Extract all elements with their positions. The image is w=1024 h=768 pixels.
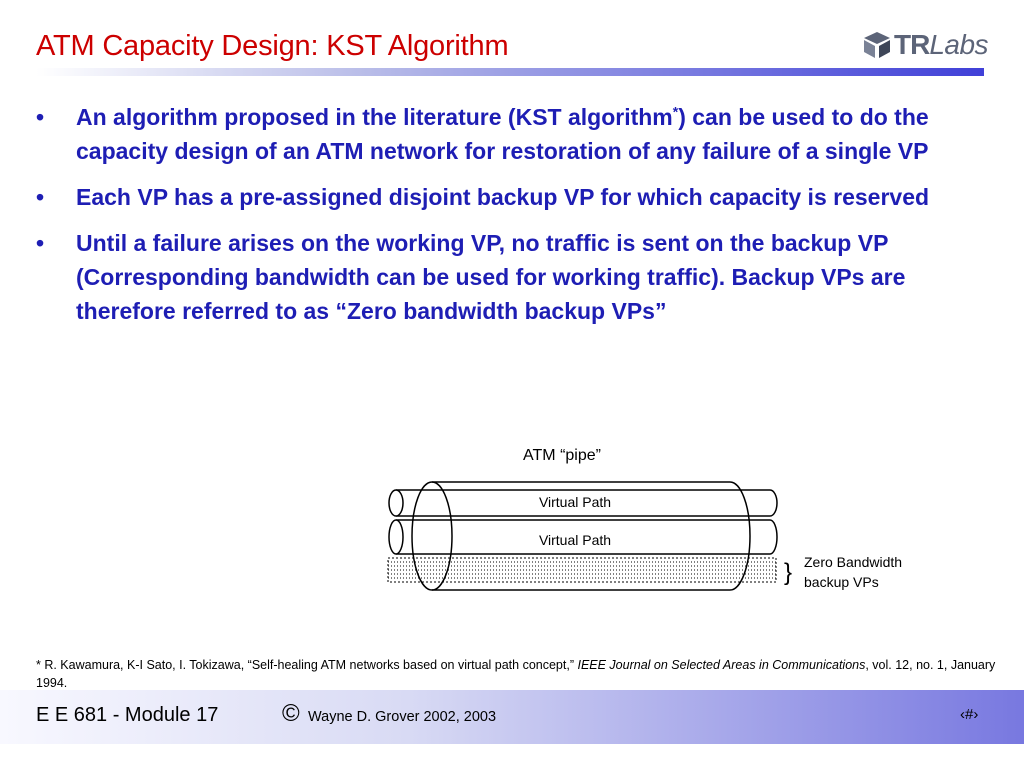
footnote-marker: *	[672, 103, 679, 120]
bullet-text-3: Until a failure arises on the working VP, no traffic is sent on the backup VP (Corresponding bandwidth can be used for working traffic). Backup VPs are therefore referred to as “Zero bandwidth backup VPs”	[76, 230, 906, 324]
slide-footer	[0, 690, 1024, 744]
bullet-dot: •	[36, 230, 45, 256]
zero-bandwidth-backup-vps	[388, 558, 776, 582]
bullet-item	[36, 100, 966, 168]
atm-pipe-diagram	[380, 440, 980, 605]
bullet-text-2: Each VP has a pre-assigned disjoint backup VP for which capacity is reserved	[76, 184, 930, 210]
bullet-text-1b: ) can be used to do the capacity design of an ATM network for restoration of any failure of a single VP	[76, 104, 929, 164]
bullet-item	[36, 180, 966, 214]
bullet-text-1a: An algorithm proposed in the literature (KST algorithm	[76, 104, 673, 130]
copyright-author: Wayne D. Grover 2002, 2003	[308, 709, 497, 725]
virtual-path-label-1: Virtual Path	[538, 494, 612, 510]
trlabs-logo	[862, 28, 989, 62]
trlabs-logo-icon	[862, 30, 892, 60]
bullet-dot: •	[36, 104, 45, 130]
zero-bandwidth-label-line1: Zero Bandwidth	[804, 554, 903, 570]
copyright-symbol: ©	[282, 700, 300, 727]
bullet-list	[36, 100, 966, 340]
logo-tr: TR	[894, 29, 930, 60]
footnote-tail: , vol. 12, no. 1, January 1994.	[36, 658, 996, 690]
backup-brace: }	[784, 559, 793, 586]
bullet-dot: •	[36, 184, 45, 210]
bullet-item	[36, 226, 966, 328]
logo-labs: Labs	[929, 29, 989, 60]
zero-bandwidth-label-line2: backup VPs	[804, 574, 879, 590]
course-label: E E 681 - Module 17	[36, 704, 219, 726]
slide-title: ATM Capacity Design: KST Algorithm	[36, 30, 509, 62]
footnote-journal: IEEE Journal on Selected Areas in Communications	[577, 658, 866, 672]
atm-pipe-label: ATM “pipe”	[523, 447, 601, 464]
title-underline-rule	[36, 68, 984, 76]
page-number: ‹#›	[960, 706, 979, 723]
virtual-path-label-2: Virtual Path	[538, 532, 612, 548]
footnote	[36, 656, 996, 692]
logo-wordmark	[894, 28, 988, 62]
footnote-text: * R. Kawamura, K-I Sato, I. Tokizawa, “Self-healing ATM networks based on virtual path concept,”	[36, 658, 578, 672]
